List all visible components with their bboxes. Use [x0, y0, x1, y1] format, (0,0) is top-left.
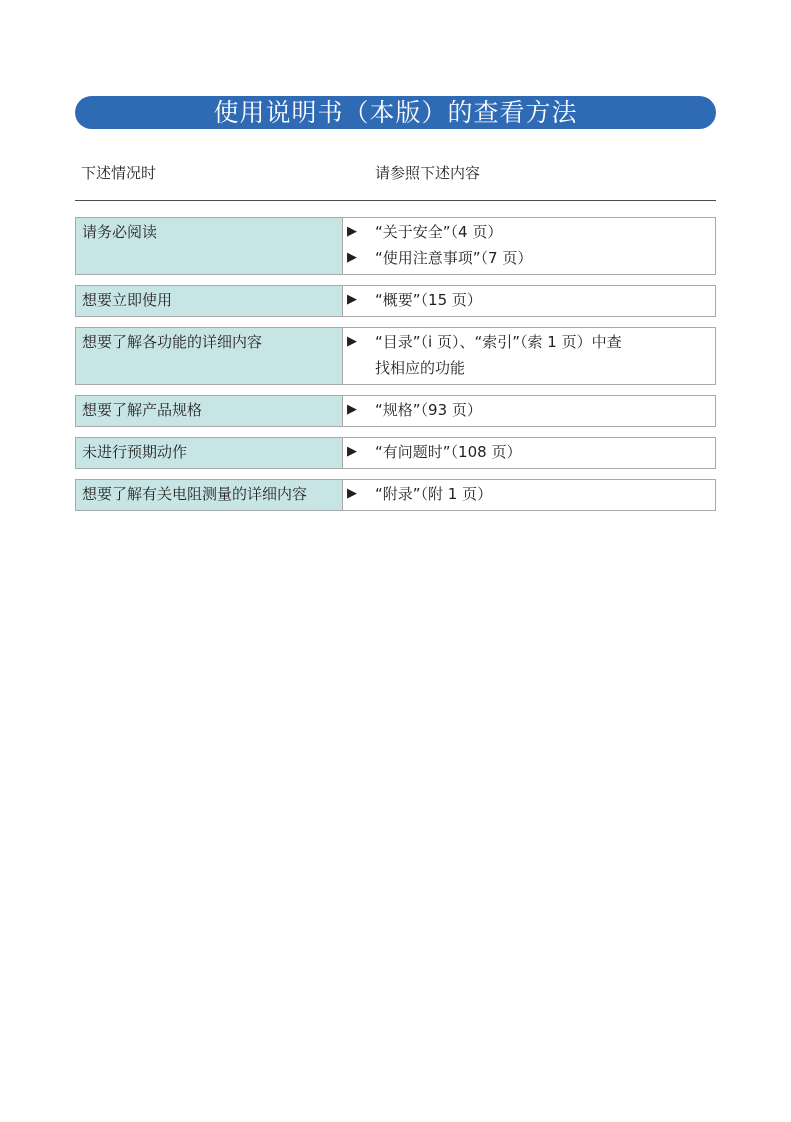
table-row [75, 217, 716, 275]
reference-line [347, 397, 715, 423]
reference-link[interactable]: “附录”（附 1 页） [375, 485, 493, 503]
column-header-situation: 下述情况时 [81, 164, 157, 182]
situation-cell: 想要立即使用 [76, 286, 343, 316]
reference-line [347, 245, 715, 271]
reference-line [347, 219, 715, 245]
triangle-right-icon: ▶ [347, 292, 357, 307]
reference-cell [343, 396, 715, 426]
triangle-right-icon: ▶ [347, 402, 357, 417]
triangle-right-icon: ▶ [347, 334, 357, 349]
situation-cell: 想要了解产品规格 [76, 396, 343, 426]
header-divider [75, 200, 716, 201]
reference-link[interactable]: “有问题时”（108 页） [375, 443, 522, 461]
table-row [75, 395, 716, 427]
triangle-right-icon: ▶ [347, 250, 357, 265]
triangle-right-icon: ▶ [347, 444, 357, 459]
table-row [75, 327, 716, 385]
page-title: 使用说明书（本版）的查看方法 [213, 98, 578, 127]
reference-cell [343, 480, 715, 510]
reference-cell [343, 286, 715, 316]
column-header-reference: 请参照下述内容 [375, 164, 481, 182]
table-row [75, 479, 716, 511]
table-row [75, 285, 716, 317]
reference-line [347, 481, 715, 507]
reference-line [347, 439, 715, 465]
reference-link[interactable]: “目录”（i 页）、“索引”（索 1 页）中查 [375, 333, 622, 351]
reference-cell [343, 218, 715, 274]
reference-continuation: 找相应的功能 [375, 359, 466, 377]
situation-cell: 想要了解各功能的详细内容 [76, 328, 343, 384]
reference-link[interactable]: “概要”（15 页） [375, 291, 482, 309]
reference-line [347, 329, 715, 355]
reference-link[interactable]: “使用注意事项”（7 页） [375, 249, 533, 267]
reference-line [347, 287, 715, 313]
triangle-right-icon: ▶ [347, 486, 357, 501]
reference-cell [343, 328, 715, 384]
reference-cell [343, 438, 715, 468]
reference-link[interactable]: “关于安全”（4 页） [375, 223, 503, 241]
reference-link[interactable]: “规格”（93 页） [375, 401, 482, 419]
title-banner [75, 96, 716, 129]
table-row [75, 437, 716, 469]
situation-cell: 想要了解有关电阻测量的详细内容 [76, 480, 343, 510]
situation-cell: 未进行预期动作 [76, 438, 343, 468]
reference-table [75, 217, 716, 521]
situation-cell: 请务必阅读 [76, 218, 343, 274]
triangle-right-icon: ▶ [347, 224, 357, 239]
